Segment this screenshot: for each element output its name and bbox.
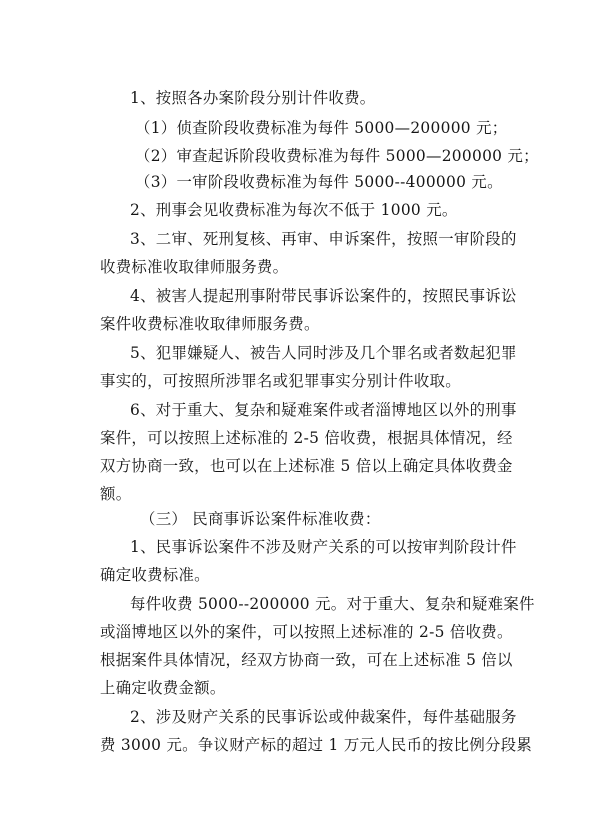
item-6-text-line-1: 6、对于重大、复杂和疑难案件或者淄博地区以外的刑事 bbox=[130, 401, 517, 419]
item-6-text-line-4: 额。 bbox=[100, 485, 132, 503]
civil-item-2-text-line-1: 2、涉及财产关系的民事诉讼或仲裁案件，每件基础服务 bbox=[130, 708, 517, 726]
civil-fee-paragraph-line-1: 每件收费 5000--200000 元。对于重大、复杂和疑难案件 bbox=[130, 595, 535, 613]
item-6-text-line-3: 双方协商一致，也可以在上述标准 5 倍以上确定具体收费金 bbox=[100, 457, 513, 475]
civil-fee-paragraph-line-3: 根据案件具体情况，经双方协商一致，可在上述标准 5 倍以 bbox=[100, 651, 513, 669]
item-4-text-line-2: 案件收费标准收取律师服务费。 bbox=[100, 315, 320, 333]
section-heading: （三） 民商事诉讼案件标准收费： bbox=[140, 510, 381, 528]
item-4-text-line-1: 4、被害人提起刑事附带民事诉讼案件的，按照民事诉讼 bbox=[130, 287, 517, 305]
civil-item-2-text-line-2: 费 3000 元。争议财产标的超过 1 万元人民币的按比例分段累 bbox=[100, 736, 533, 754]
item-3-text-line-1: 3、二审、死刑复核、再审、申诉案件，按照一审阶段的 bbox=[130, 230, 517, 248]
civil-fee-paragraph-line-4: 上确定收费金额。 bbox=[100, 679, 226, 697]
item-6-text-line-2: 案件，可以按照上述标准的 2-5 倍收费，根据具体情况，经 bbox=[100, 429, 513, 447]
item-1-sub-1-text: （1）侦查阶段收费标准为每件 5000—200000 元； bbox=[135, 119, 508, 137]
item-1-sub-3-text: （3）一审阶段收费标准为每件 5000--400000 元。 bbox=[135, 173, 503, 191]
item-5-text-line-1: 5、犯罪嫌疑人、被告人同时涉及几个罪名或者数起犯罪 bbox=[130, 344, 517, 362]
item-2-text: 2、刑事会见收费标准为每次不低于 1000 元。 bbox=[130, 201, 458, 219]
civil-item-1-text-line-2: 确定收费标准。 bbox=[100, 566, 210, 584]
item-3-text-line-2: 收费标准收取律师服务费。 bbox=[100, 258, 289, 276]
item-5-text-line-2: 事实的，可按照所涉罪名或犯罪事实分别计件收取。 bbox=[100, 372, 461, 390]
item-1-text: 1、按照各办案阶段分别计件收费。 bbox=[130, 89, 376, 107]
item-1-sub-2-text: （2）审查起诉阶段收费标准为每件 5000—200000 元； bbox=[135, 147, 539, 165]
civil-fee-paragraph-line-2: 或淄博地区以外的案件，可以按照上述标准的 2-5 倍收费。 bbox=[100, 623, 513, 641]
civil-item-1-text-line-1: 1、民事诉讼案件不涉及财产关系的可以按审判阶段计件 bbox=[130, 538, 517, 556]
